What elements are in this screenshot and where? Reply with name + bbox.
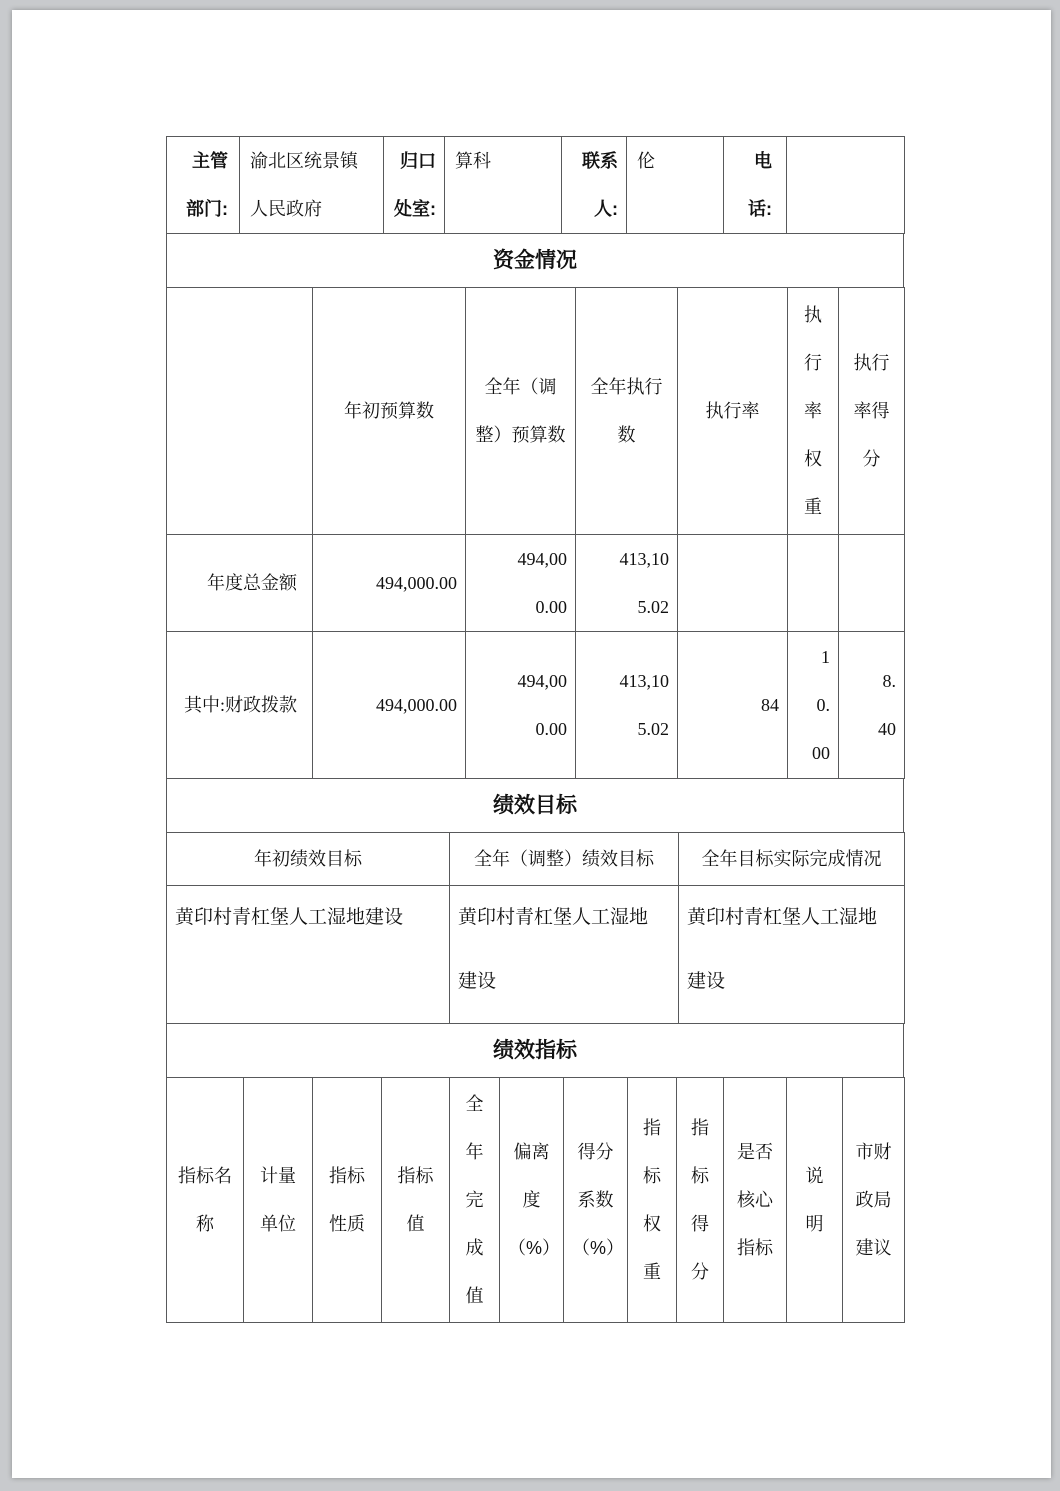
ind-header-finance-bureau-suggestion: 市财政局建议	[843, 1078, 905, 1323]
ind-header-deviation: 偏离度（%）	[500, 1078, 564, 1323]
ind-header-weight: 指标权重	[628, 1078, 677, 1323]
row-label: 年度总金额	[167, 535, 313, 632]
contact-value: 伦	[627, 137, 724, 234]
funds-header-row	[167, 288, 905, 535]
indicators-header-row	[167, 1078, 905, 1323]
info-row-table	[166, 136, 905, 234]
adjusted-budget-value: 494,000.00	[466, 535, 576, 632]
dept-label: 主管部门:	[167, 137, 240, 234]
funds-header-rate-weight: 执行率权重	[788, 288, 839, 535]
goals-header-adjusted: 全年（调整）绩效目标	[450, 833, 679, 886]
indicators-section-band	[166, 1023, 904, 1078]
ind-header-target-value: 指标值	[382, 1078, 450, 1323]
funds-table	[166, 287, 905, 779]
row-label: 其中:财政拨款	[167, 632, 313, 779]
rate-score-value	[839, 535, 905, 632]
office-label: 归口处室:	[384, 137, 445, 234]
performance-report-table	[166, 136, 905, 1323]
phone-value	[787, 137, 905, 234]
indicators-section-title: 绩效指标	[167, 1024, 904, 1078]
funds-section-band	[166, 233, 904, 288]
funds-row-annual-total	[167, 535, 905, 632]
funds-header-rate-score: 执行率得分	[839, 288, 905, 535]
rate-weight-value	[788, 535, 839, 632]
execution-rate-value: 84	[678, 632, 788, 779]
goals-content-row	[167, 886, 905, 1024]
initial-budget-value: 494,000.00	[313, 535, 466, 632]
goal-adjusted-value: 黄印村青杠堡人工湿地建设	[450, 886, 679, 1024]
initial-budget-value: 494,000.00	[313, 632, 466, 779]
office-value: 算科	[445, 137, 562, 234]
ind-header-name: 指标名称	[167, 1078, 244, 1323]
executed-value: 413,105.02	[576, 535, 678, 632]
funds-header-executed: 全年执行数	[576, 288, 678, 535]
dept-value: 渝北区统景镇人民政府	[240, 137, 384, 234]
goals-header-row	[167, 833, 905, 886]
info-row	[167, 137, 905, 234]
execution-rate-value	[678, 535, 788, 632]
funds-header-initial-budget: 年初预算数	[313, 288, 466, 535]
ind-header-unit: 计量单位	[244, 1078, 313, 1323]
goals-section-title: 绩效目标	[167, 779, 904, 833]
funds-row-fiscal-allocation	[167, 632, 905, 779]
executed-value: 413,105.02	[576, 632, 678, 779]
ind-header-score: 指标得分	[677, 1078, 724, 1323]
goals-table	[166, 832, 905, 1024]
ind-header-nature: 指标性质	[313, 1078, 382, 1323]
goals-section-band	[166, 778, 904, 833]
funds-header-rowlabel	[167, 288, 313, 535]
ind-header-note: 说明	[787, 1078, 843, 1323]
goal-initial-value: 黄印村青杠堡人工湿地建设	[167, 886, 450, 1024]
funds-header-adjusted-budget: 全年（调整）预算数	[466, 288, 576, 535]
ind-header-score-coefficient: 得分系数（%）	[564, 1078, 628, 1323]
contact-label: 联系人:	[562, 137, 627, 234]
goal-actual-value: 黄印村青杠堡人工湿地建设	[679, 886, 905, 1024]
goals-header-initial: 年初绩效目标	[167, 833, 450, 886]
ind-header-completed-value: 全年完成值	[450, 1078, 500, 1323]
indicators-table	[166, 1077, 905, 1323]
ind-header-core-indicator: 是否核心指标	[724, 1078, 787, 1323]
funds-header-execution-rate: 执行率	[678, 288, 788, 535]
adjusted-budget-value: 494,000.00	[466, 632, 576, 779]
rate-weight-value: 10.00	[788, 632, 839, 779]
funds-section-title: 资金情况	[167, 234, 904, 288]
goals-header-actual: 全年目标实际完成情况	[679, 833, 905, 886]
phone-label: 电话:	[724, 137, 787, 234]
rate-score-value: 8.40	[839, 632, 905, 779]
